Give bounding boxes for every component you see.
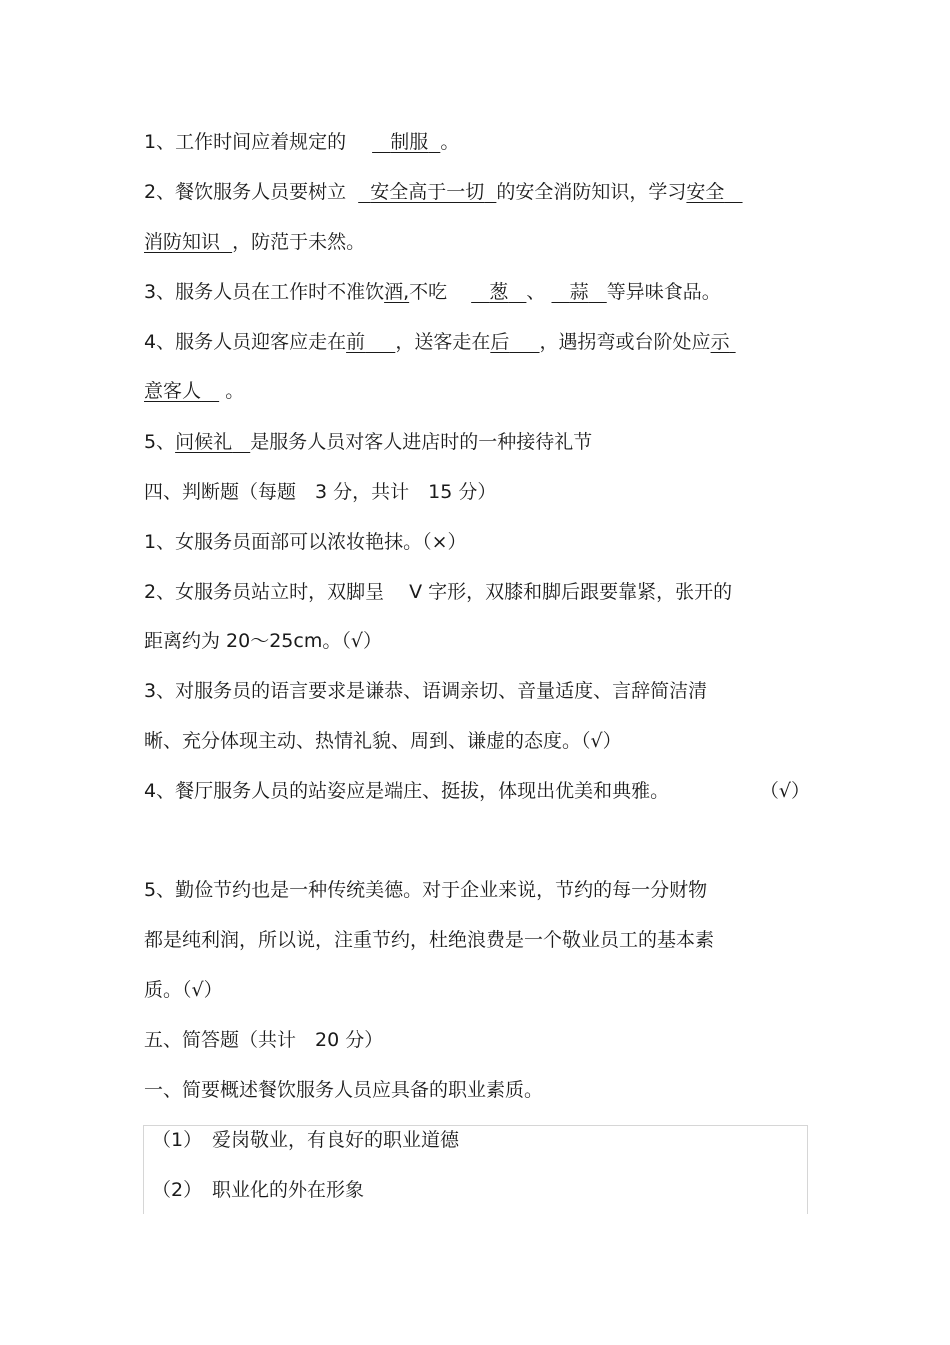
judge-q3-line1: 3、对服务员的语言要求是谦恭、语调亲切、音量适度、言辞简洁清 (144, 680, 708, 702)
q1-line: 1、工作时间应着规定的 制服 。 (144, 131, 460, 153)
judge-q2-line2: 距离约为 20～25cm。（√） (144, 630, 382, 652)
q4-line: 4、服务人员迎客应走在前 ，送客走在后 ，遇拐弯或台阶处应示 (144, 329, 810, 355)
q2-line: 2、餐饮服务人员要树立 安全高于一切 的安全消防知识，学习安全 (144, 179, 810, 205)
section4-heading: 四、判断题（每题 3 分，共计 15 分） (144, 481, 497, 503)
q3-answer2: 葱 (489, 281, 509, 303)
answer-item-1: （1） 爱岗敬业，有良好的职业道德 (152, 1129, 460, 1151)
q2-answer2a: 安全 (686, 181, 725, 203)
q5-line: 5、问候礼 是服务人员对客人进店时的一种接待礼节 (144, 431, 593, 453)
short-answer-q1: 一、简要概述餐饮服务人员应具备的职业素质。 (144, 1079, 544, 1101)
judge-q5-line1: 5、勤俭节约也是一种传统美德。对于企业来说，节约的每一分财物 (144, 879, 708, 901)
judge-q1: 1、女服务员面部可以浓妆艳抹。（×） (144, 531, 467, 553)
q1-answer: 制服 (390, 131, 429, 153)
q3-answer3: 蒜 (569, 281, 589, 303)
q4-line-2: 意客人 。 (144, 380, 245, 402)
q4-answer3b: 意客人 (144, 380, 202, 402)
judge-q4: 4、餐厅服务人员的站姿应是端庄、挺拔，体现出优美和典雅。 （√） (144, 780, 810, 802)
judge-q2-line1: 2、女服务员站立时，双脚呈 V 字形，双膝和脚后跟要靠紧，张开的 (144, 581, 733, 603)
q3-text: 3、服务人员在工作时不准饮 (144, 281, 385, 303)
q3-line: 3、服务人员在工作时不准饮酒,不吃 葱 、 蒜 等异味食品。 (144, 281, 721, 303)
judge-q5-line2: 都是纯利润，所以说，注重节约，杜绝浪费是一个敬业员工的基本素 (144, 929, 715, 951)
judge-q5-line3: 质。（√） (144, 979, 223, 1001)
q4-answer3a: 示 (710, 331, 730, 353)
q4-answer1: 前 (346, 331, 366, 353)
q2-answer1: 安全高于一切 (370, 181, 485, 203)
q1-text: 1、工作时间应着规定的 (144, 131, 347, 153)
q5-answer: 问候礼 (175, 431, 233, 453)
answer-box (143, 1125, 808, 1214)
q4-answer2: 后 (490, 331, 510, 353)
judge-q3-line2: 晰、充分体现主动、热情礼貌、周到、谦虚的态度。（√） (144, 730, 622, 752)
q2-text: 2、餐饮服务人员要树立 (144, 181, 347, 203)
answer-item-2: （2） 职业化的外在形象 (152, 1179, 365, 1201)
q2-answer2b: 消防知识 (144, 231, 221, 253)
section5-heading: 五、简答题（共计 20 分） (144, 1029, 384, 1051)
q3-answer1: 酒, (384, 281, 410, 303)
q2-line-2: 消防知识 ，防范于未然。 (144, 231, 366, 253)
judge-q4-mark: （√） (759, 780, 810, 802)
q4-text: 4、服务人员迎客应走在 (144, 331, 347, 353)
